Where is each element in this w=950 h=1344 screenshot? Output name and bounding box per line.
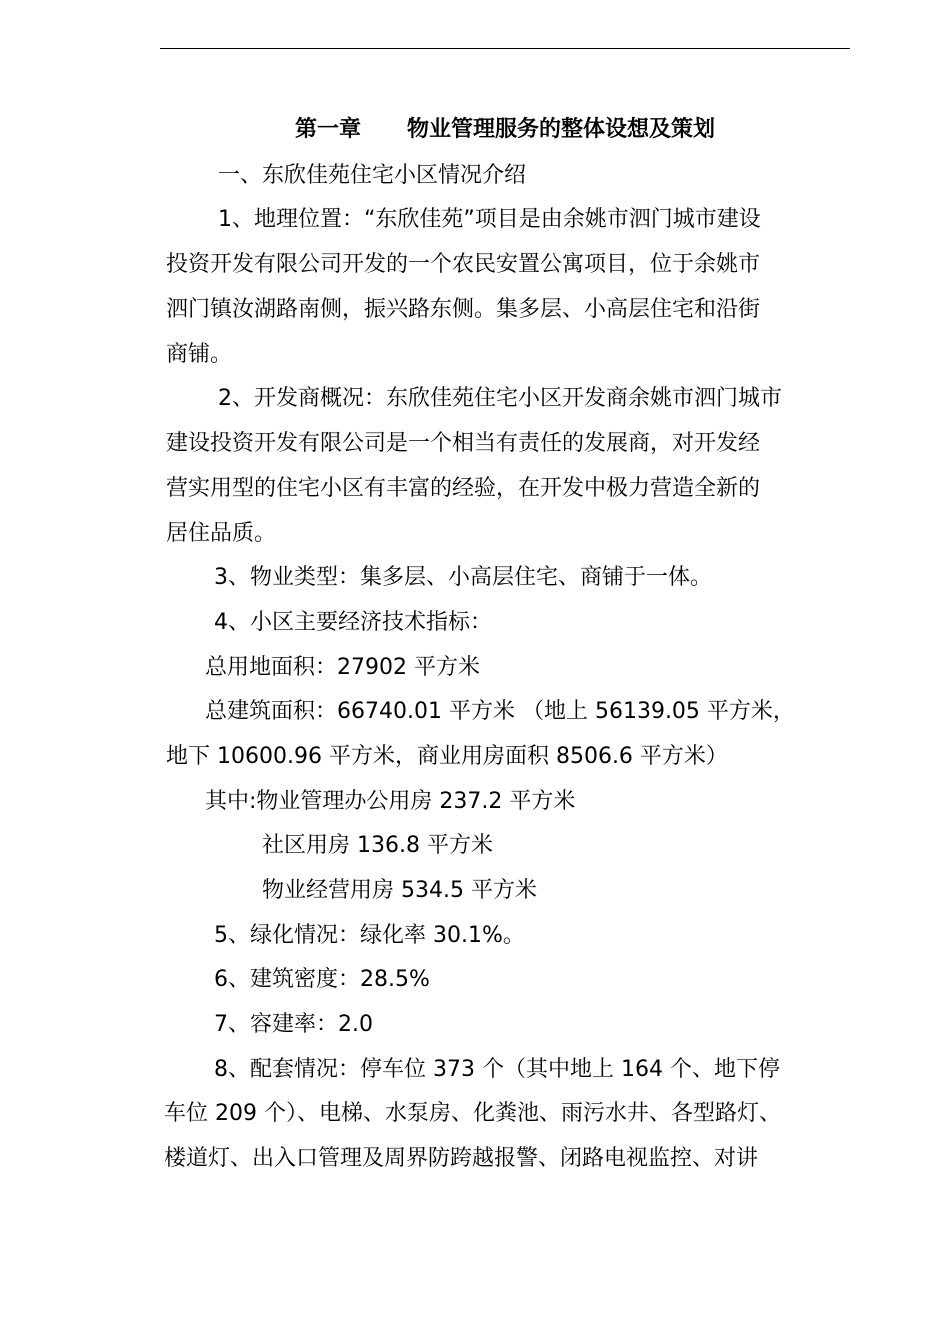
- paragraph-line: 5、绿化情况：绿化率 30.1%。: [214, 923, 525, 948]
- paragraph-line: 车位 209 个）、电梯、水泵房、化粪池、雨污水井、各型路灯、: [164, 1101, 781, 1126]
- paragraph-line: 2、开发商概况：东欣佳苑住宅小区开发商余姚市泗门城市: [218, 386, 782, 411]
- paragraph-line: 7、容建率：2.0: [214, 1012, 373, 1037]
- indicator-line: 社区用房 136.8 平方米: [262, 833, 493, 858]
- indicator-line: 地下 10600.96 平方米，商业用房面积 8506.6 平方米）: [166, 744, 728, 769]
- paragraph-line: 居住品质。: [166, 521, 277, 546]
- paragraph-line: 商铺。: [166, 342, 233, 367]
- indicator-line: 其中:物业管理办公用房 237.2 平方米: [205, 789, 576, 814]
- chapter-title: 第一章 物业管理服务的整体设想及策划: [295, 117, 715, 142]
- paragraph-line: 4、小区主要经济技术指标：: [214, 610, 492, 635]
- paragraph-line: 泗门镇汝湖路南侧，振兴路东侧。集多层、小高层住宅和沿街: [166, 297, 761, 322]
- paragraph-line: 投资开发有限公司开发的一个农民安置公寓项目，位于余姚市: [166, 252, 761, 277]
- paragraph-line: 营实用型的住宅小区有丰富的经验，在开发中极力营造全新的: [166, 476, 761, 501]
- paragraph-line: 建设投资开发有限公司是一个相当有责任的发展商，对开发经: [166, 431, 761, 456]
- paragraph-line: 3、物业类型：集多层、小高层住宅、商铺于一体。: [214, 565, 712, 590]
- paragraph-line: 8、配套情况：停车位 373 个（其中地上 164 个、地下停: [214, 1057, 780, 1082]
- indicator-line: 总建筑面积：66740.01 平方米 （地上 56139.05 平方米，: [205, 699, 795, 724]
- paragraph-line: 6、建筑密度：28.5%: [214, 967, 430, 992]
- paragraph-line: 1、地理位置：“东欣佳苑”项目是由余姚市泗门城市建设: [218, 207, 761, 232]
- paragraph-line: 楼道灯、出入口管理及周界防跨越报警、闭路电视监控、对讲: [164, 1146, 759, 1171]
- indicator-line: 总用地面积：27902 平方米: [205, 655, 480, 680]
- indicator-line: 物业经营用房 534.5 平方米: [262, 878, 537, 903]
- header-rule: [160, 48, 850, 49]
- section-heading: 一、东欣佳苑住宅小区情况介绍: [218, 163, 527, 188]
